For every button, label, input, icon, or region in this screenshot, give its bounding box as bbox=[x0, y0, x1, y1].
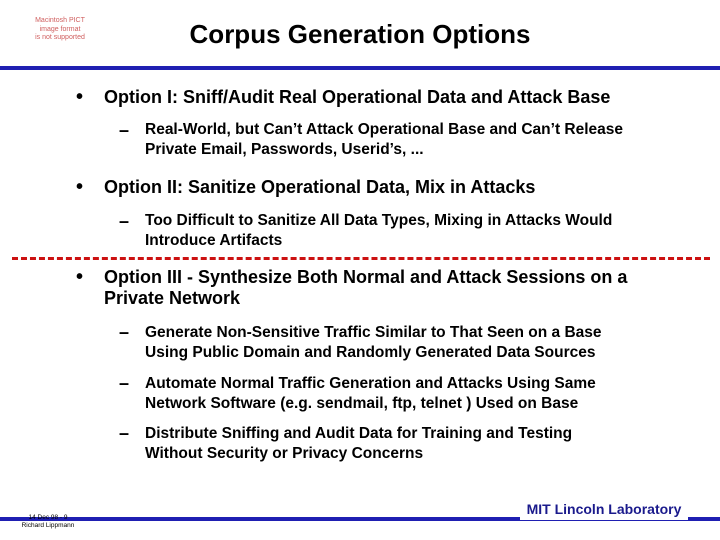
footer-line: Richard Lippmann bbox=[21, 522, 75, 529]
dash-icon: – bbox=[119, 120, 130, 140]
slide-title: Corpus Generation Options bbox=[189, 19, 531, 49]
sub-line: Using Public Domain and Randomly Generated Data Sources bbox=[145, 343, 596, 361]
sub-line: Introduce Artifacts bbox=[145, 231, 283, 249]
option-3-sub-1 bbox=[145, 323, 715, 362]
option-line: Option III - Synthesize Both Normal and Attack Sessions on a bbox=[104, 267, 628, 287]
sub-line: Real-World, but Can’t Attack Operational Base and Can’t Release bbox=[145, 121, 624, 138]
option-3-sub-2 bbox=[145, 374, 715, 413]
option-1-sub-1 bbox=[145, 120, 715, 159]
dash-icon: – bbox=[119, 423, 130, 443]
option-1-label: Option I: Sniff/Audit Real Operational Data and Attack Base bbox=[104, 87, 611, 107]
sub-line: Without Security or Privacy Concerns bbox=[145, 444, 424, 462]
bullet-icon: • bbox=[76, 266, 84, 288]
dash-icon: – bbox=[119, 211, 130, 231]
sub-line: Generate Non-Sensitive Traffic Similar to That Seen on a Base bbox=[145, 324, 602, 341]
bullet-icon: • bbox=[76, 176, 84, 198]
option-3-label bbox=[104, 267, 704, 309]
sub-line: Too Difficult to Sanitize All Data Types, Mixing in Attacks Would bbox=[145, 212, 613, 229]
option-2-sub-1 bbox=[145, 211, 715, 250]
sub-line: Automate Normal Traffic Generation and Attacks Using Same bbox=[145, 375, 596, 392]
sub-line: Network Software (e.g. sendmail, ftp, telnet ) Used on Base bbox=[145, 394, 579, 412]
footer-line: 14 Dec 98 - 9 bbox=[28, 514, 68, 521]
footer-brand: MIT Lincoln Laboratory bbox=[520, 500, 688, 520]
image-placeholder-note bbox=[20, 17, 100, 43]
dash-icon: – bbox=[119, 373, 130, 393]
option-3-sub-3 bbox=[145, 424, 715, 463]
top-rule bbox=[0, 66, 720, 70]
bullet-icon: • bbox=[76, 86, 84, 108]
footer-date-author bbox=[8, 514, 88, 530]
placeholder-line: is not supported bbox=[35, 34, 85, 41]
placeholder-line: Macintosh PICT bbox=[35, 17, 85, 24]
sub-line: Distribute Sniffing and Audit Data for Training and Testing bbox=[145, 425, 573, 442]
option-line: Private Network bbox=[104, 288, 241, 308]
option-2-label: Option II: Sanitize Operational Data, Mix in Attacks bbox=[104, 177, 536, 197]
placeholder-line: image format bbox=[39, 25, 81, 33]
sub-line: Private Email, Passwords, Userid’s, ... bbox=[145, 140, 424, 158]
dashed-separator bbox=[12, 257, 710, 260]
dash-icon: – bbox=[119, 322, 130, 342]
